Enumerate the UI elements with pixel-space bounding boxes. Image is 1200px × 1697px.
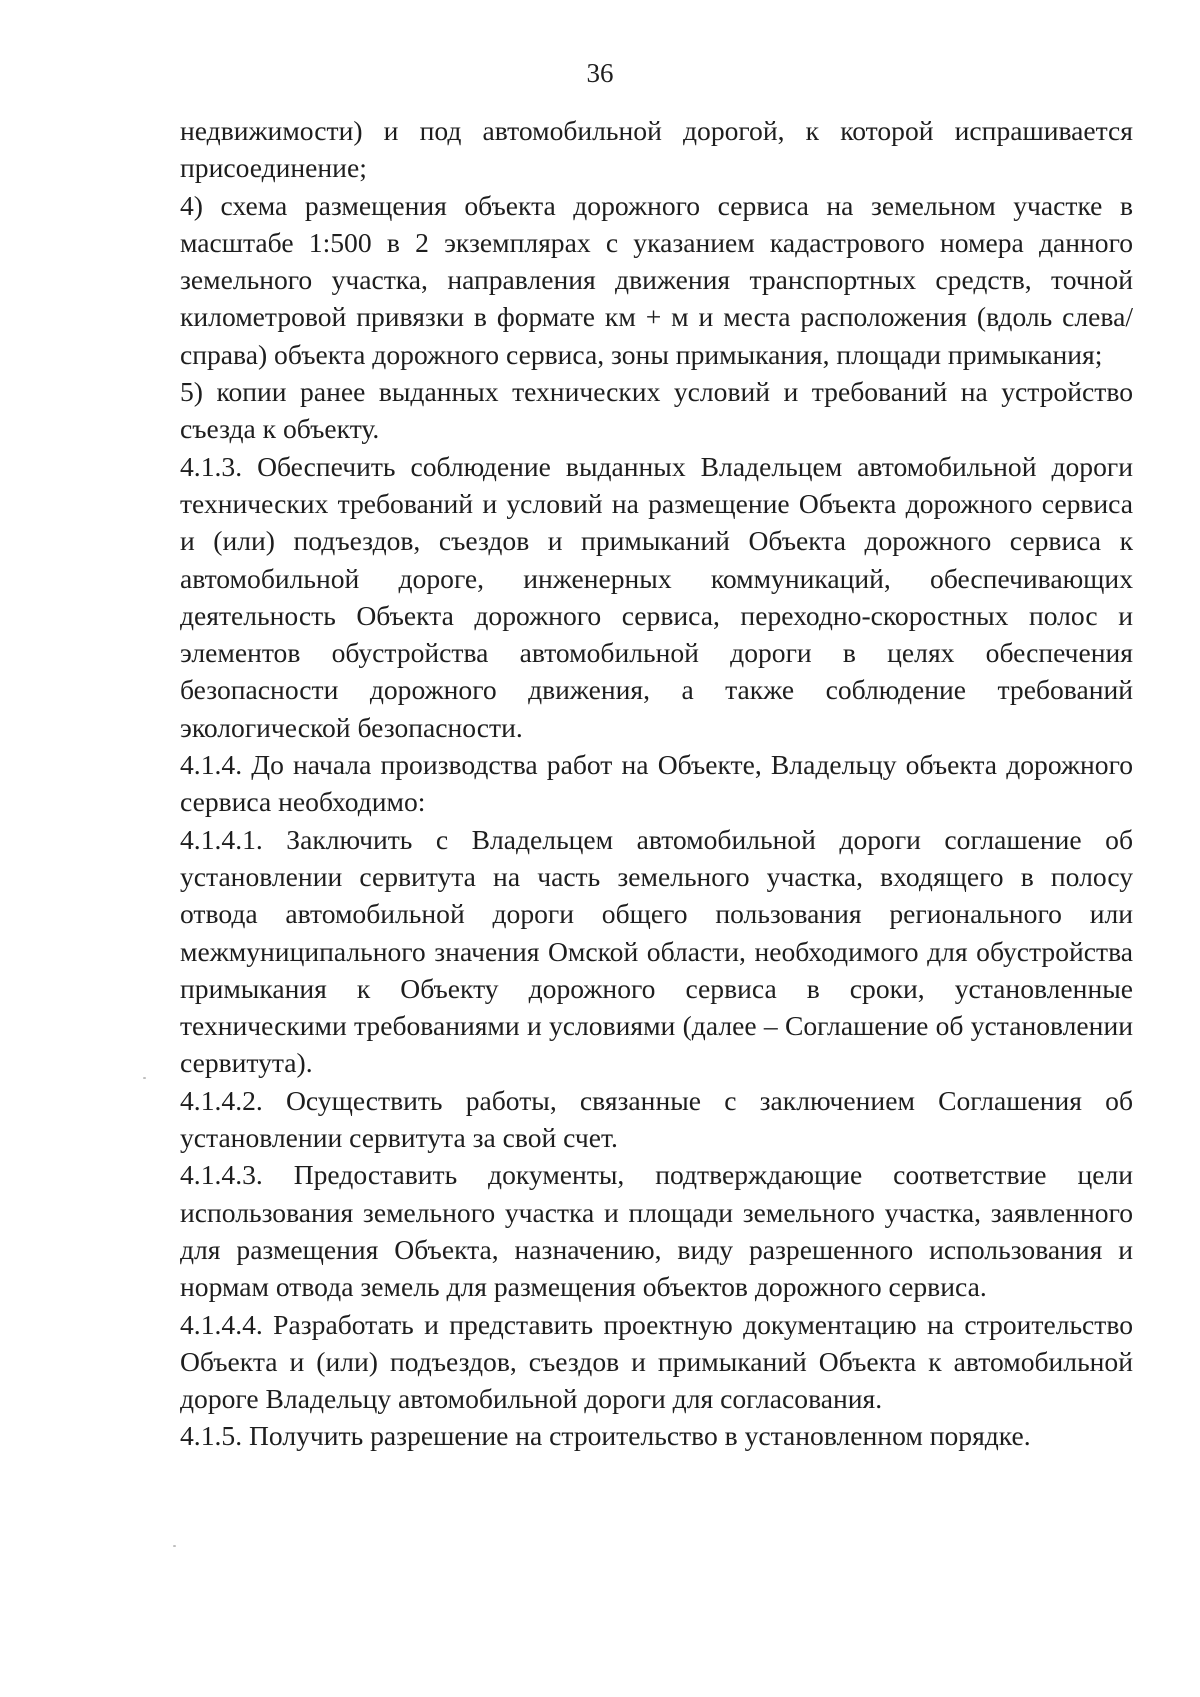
document-body bbox=[180, 112, 1133, 1455]
paragraph-item-5: 5) копии ранее выданных технических условий и требований на устройство съезда к объекту. bbox=[180, 376, 1133, 445]
paragraph-4-1-4-4: 4.1.4.4. Разработать и представить проектную документацию на строительство Объекта и (или) подъездов, съездов и примыканий Объекта к автомобильной дороге Владельцу автомобильной дороги для согласования. bbox=[180, 1308, 1133, 1415]
scan-speck bbox=[173, 1545, 176, 1547]
paragraph-item-4: 4) схема размещения объекта дорожного сервиса на земельном участке в масштабе 1:500 в 2 экземплярах с указанием кадастрового номера данного земельного участка, направления движения транспортных средств, точной километровой привязки в формате км + м и места расположения (вдоль слева/справа) объекта дорожного сервиса, зоны примыкания, площади примыкания; bbox=[180, 189, 1133, 370]
paragraph-4-1-4: 4.1.4. До начала производства работ на Объекте, Владельцу объекта дорожного сервиса необходимо: bbox=[180, 749, 1133, 818]
scan-speck bbox=[143, 1077, 146, 1079]
paragraph-4-1-5: 4.1.5. Получить разрешение на строительство в установленном порядке. bbox=[180, 1420, 1031, 1452]
page-number: 36 bbox=[586, 58, 614, 88]
paragraph-continuation: недвижимости) и под автомобильной дорогой, к которой испрашивается присоединение; bbox=[180, 115, 1133, 184]
paragraph-4-1-4-3: 4.1.4.3. Предоставить документы, подтверждающие соответствие цели использования земельного участка и площади земельного участка, заявленного для размещения Объекта, назначению, виду разрешенного использования и нормам отвода земель для размещения объектов дорожного сервиса. bbox=[180, 1159, 1133, 1303]
paragraph-4-1-4-2: 4.1.4.2. Осуществить работы, связанные с заключением Соглашения об установлении сервитута за свой счет. bbox=[180, 1084, 1133, 1154]
paragraph-4-1-4-1: 4.1.4.1. Заключить с Владельцем автомобильной дороги соглашение об установлении сервитута на часть земельного участка, входящего в полосу отвода автомобильной дороги общего пользования регионального или межмуниципального значения Омской области, необходимого для обустройства примыкания к Объекту дорожного сервиса в сроки, установленные техническими требованиями и условиями (далее – Соглашение об установлении сервитута). bbox=[180, 823, 1133, 1079]
paragraph-4-1-3: 4.1.3. Обеспечить соблюдение выданных Владельцем автомобильной дороги технических требований и условий на размещение Объекта дорожного сервиса и (или) подъездов, съездов и примыканий Объекта дорожного сервиса к автомобильной дороге, инженерных коммуникаций, обеспечивающих деятельность Объекта дорожного сервиса, переходно-скоростных полос и элементов обустройства автомобильной дороги в целях обеспечения безопасности дорожного движения, а также соблюдение требований экологической безопасности. bbox=[180, 450, 1133, 743]
